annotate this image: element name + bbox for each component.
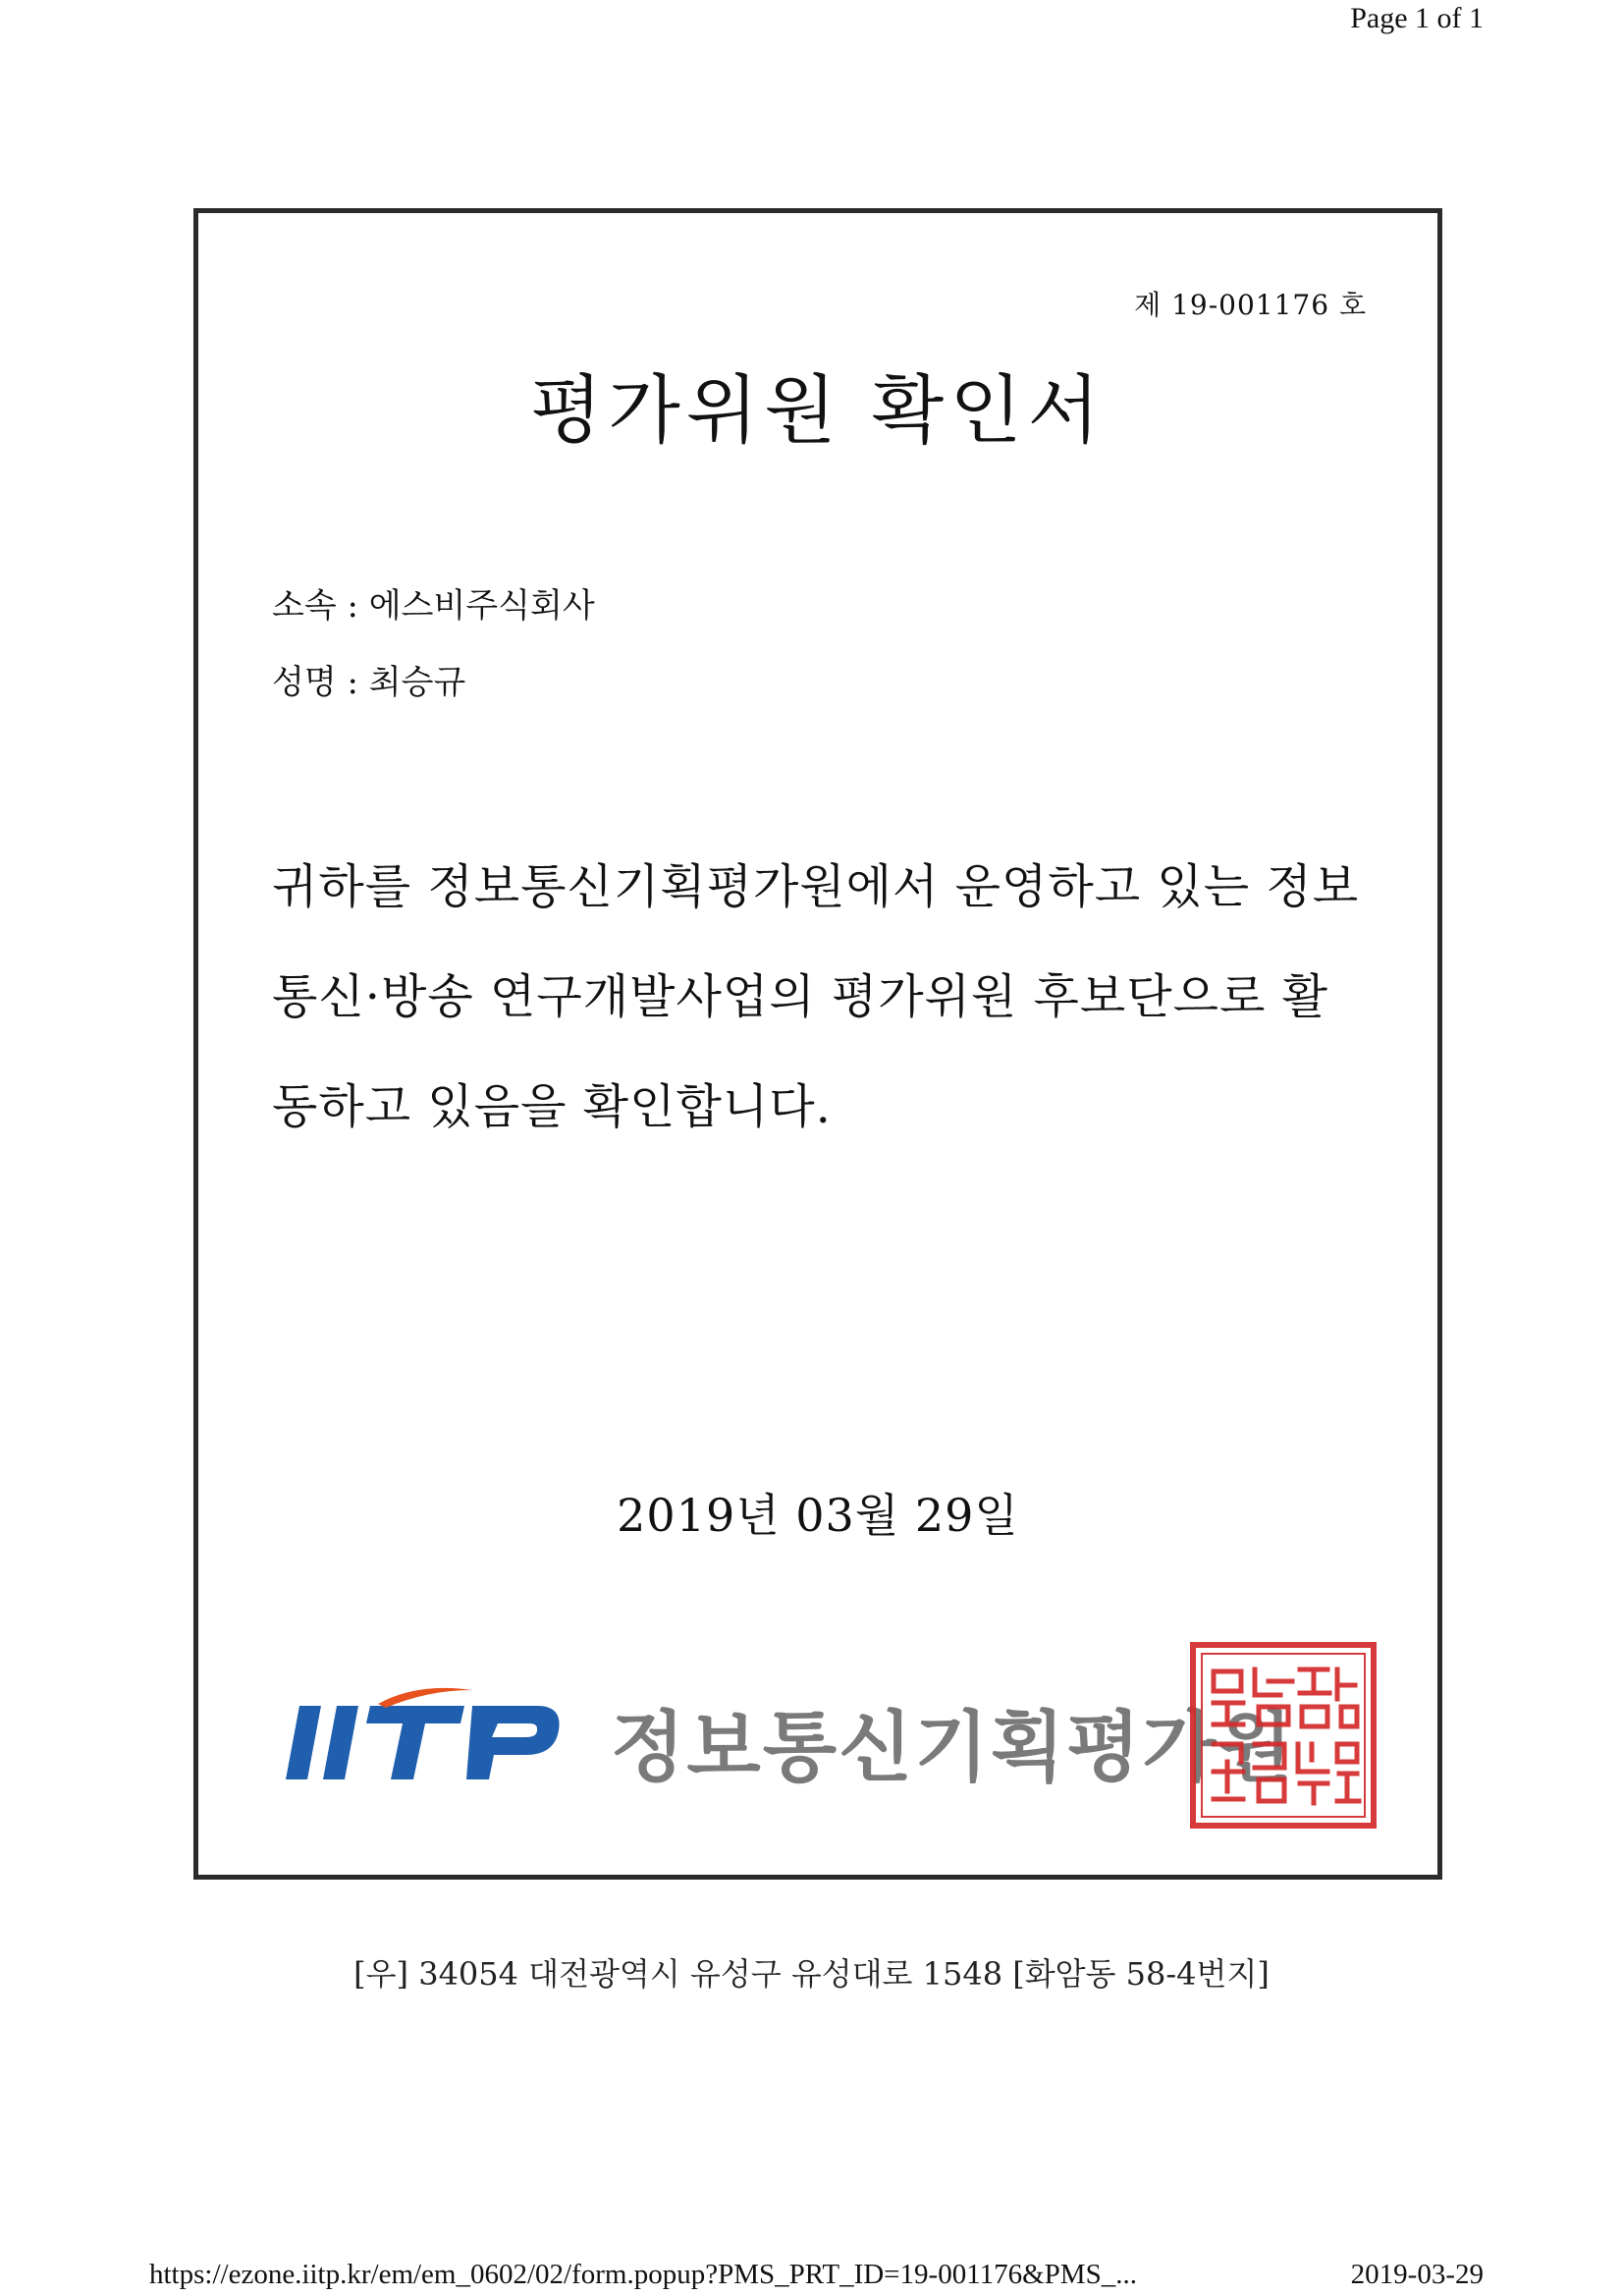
footer-date: 2019-03-29	[1350, 2259, 1484, 2290]
official-seal-icon	[1190, 1642, 1377, 1829]
document-number: 제 19-001176 호	[1134, 289, 1367, 321]
postal-address: [우] 34054 대전광역시 유성구 유성대로 1548 [화암동 58-4번지]	[353, 1955, 1270, 1993]
organization-name: 정보통신기획평가원	[611, 1704, 1295, 1792]
affiliation-line: 소속 : 에스비주식회사	[272, 586, 595, 626]
certificate-title: 평가위원 확인서	[529, 366, 1107, 454]
page-number: Page 1 of 1	[1350, 2, 1484, 34]
certificate-frame	[193, 208, 1442, 1880]
footer-url: https://ezone.iitp.kr/em/em_0602/02/form.popup?PMS_PRT_ID=19-001176&PMS_...	[149, 2259, 1137, 2290]
issue-date: 2019년 03월 29일	[617, 1489, 1019, 1542]
iitp-logo	[280, 1676, 565, 1784]
certificate-body: 귀하를 정보통신기획평가원에서 운영하고 있는 정보 통신·방송 연구개발사업의 평가위원 후보단으로 활 동하고 있음을 확인합니다.	[272, 859, 1360, 1134]
name-line: 성명 : 최승규	[272, 663, 466, 702]
